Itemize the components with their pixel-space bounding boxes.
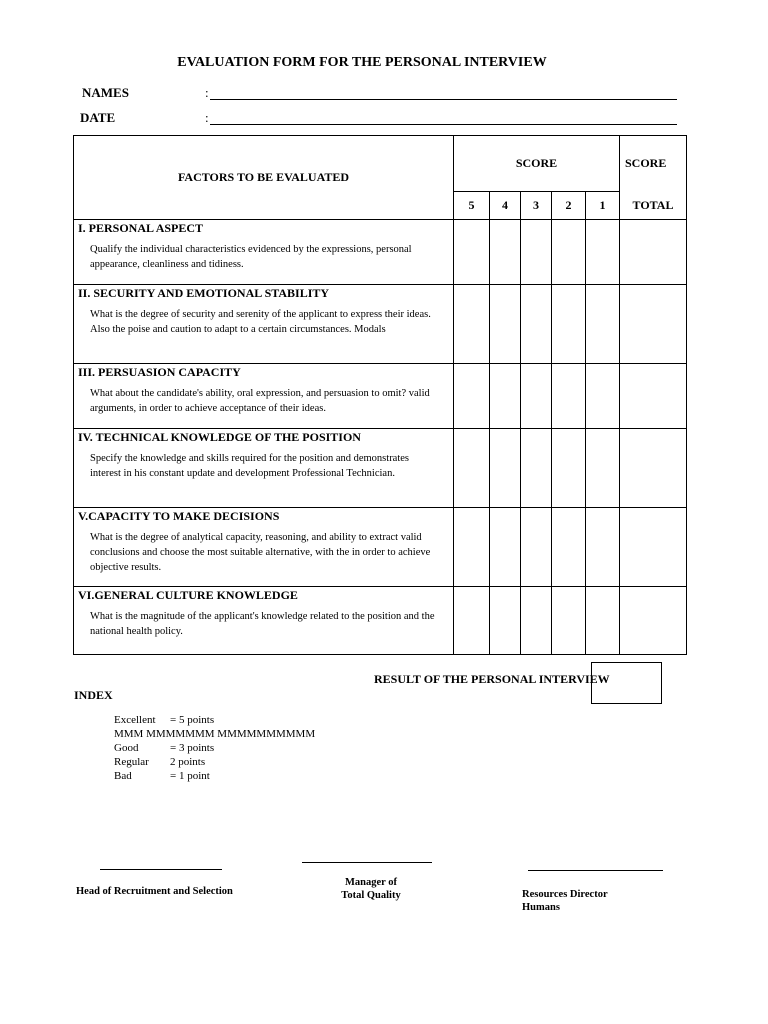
signature-label-quality: Manager of Total Quality [341, 877, 401, 901]
section-description: What is the degree of analytical capacity, reasoning, and ability to extract valid conclusions and choose the most suitable alternative, with the in order to achieve objective results. [90, 532, 431, 573]
score-cell-2[interactable] [552, 429, 586, 508]
score-col-1: 1 [586, 192, 620, 220]
score-cell-5[interactable] [454, 508, 490, 587]
section-title: V.CAPACITY TO MAKE DECISIONS [78, 509, 280, 523]
signature-label-hr: Resources Director Humans [522, 889, 608, 913]
list-item [92, 727, 315, 741]
score-cell-3[interactable] [521, 364, 552, 429]
score-total-header-top: SCORE [620, 136, 687, 192]
index-list [92, 713, 315, 783]
factors-header: FACTORS TO BE EVALUATED [74, 136, 454, 220]
score-cell-1[interactable] [586, 429, 620, 508]
index-item-name: Bad [114, 770, 132, 782]
score-cell-1[interactable] [586, 508, 620, 587]
index-item-name: Good [114, 742, 139, 754]
score-cell-3[interactable] [521, 587, 552, 655]
score-col-5: 5 [454, 192, 490, 220]
score-cell-5[interactable] [454, 364, 490, 429]
score-cell-2[interactable] [552, 220, 586, 285]
section-description: Specify the knowledge and skills required for the position and demonstrates interest in his constant update and development Professional Technician. [90, 453, 410, 479]
table-row [74, 220, 687, 285]
date-field-line[interactable] [210, 124, 677, 125]
names-colon: : [205, 85, 209, 100]
score-total-cell[interactable] [620, 220, 687, 285]
table-header-row [74, 136, 687, 192]
score-cell-3[interactable] [521, 220, 552, 285]
score-total-cell[interactable] [620, 429, 687, 508]
score-total-cell[interactable] [620, 587, 687, 655]
date-label: DATE [80, 110, 116, 125]
table-row [74, 364, 687, 429]
section-title: IV. TECHNICAL KNOWLEDGE OF THE POSITION [78, 430, 361, 444]
section-title: VI.GENERAL CULTURE KNOWLEDGE [78, 588, 298, 602]
index-item-name: MMM MMMMMMM MMMMMMMMMM [114, 728, 316, 740]
signature-line-quality[interactable] [302, 862, 432, 863]
score-cell-3[interactable] [521, 508, 552, 587]
list-item [92, 769, 315, 783]
form-title: EVALUATION FORM FOR THE PERSONAL INTERVIEW [177, 55, 547, 70]
section-cell [74, 587, 454, 655]
list-item [92, 741, 315, 755]
score-cell-2[interactable] [552, 285, 586, 364]
section-cell [74, 285, 454, 364]
table-row [74, 429, 687, 508]
list-item [92, 755, 315, 769]
score-cell-2[interactable] [552, 508, 586, 587]
score-cell-3[interactable] [521, 429, 552, 508]
score-cell-4[interactable] [490, 587, 521, 655]
score-total-cell[interactable] [620, 508, 687, 587]
section-cell [74, 220, 454, 285]
score-total-cell[interactable] [620, 364, 687, 429]
section-description: What is the degree of security and serenity of the applicant to express their ideas. Also the poise and caution to adapt to a certain circumstances. Modals [90, 309, 431, 335]
score-total-header-bottom: TOTAL [620, 192, 687, 220]
index-item-value: = 3 points [170, 742, 215, 754]
section-title: III. PERSUASION CAPACITY [78, 365, 241, 379]
score-cell-4[interactable] [490, 220, 521, 285]
section-description: What is the magnitude of the applicant's knowledge related to the position and the national health policy. [90, 611, 435, 637]
signature-line-recruitment[interactable] [100, 869, 222, 870]
score-cell-5[interactable] [454, 220, 490, 285]
section-cell [74, 508, 454, 587]
index-title: INDEX [74, 688, 113, 702]
index-item-value: = 1 point [170, 770, 210, 782]
score-cell-3[interactable] [521, 285, 552, 364]
score-total-cell[interactable] [620, 285, 687, 364]
score-col-2: 2 [552, 192, 586, 220]
result-label: RESULT OF THE PERSONAL INTERVIEW [374, 672, 610, 686]
score-header: SCORE [454, 136, 620, 192]
score-cell-1[interactable] [586, 364, 620, 429]
section-cell [74, 364, 454, 429]
score-cell-5[interactable] [454, 285, 490, 364]
list-item [92, 713, 315, 727]
table-row [74, 285, 687, 364]
section-description: What about the candidate's ability, oral expression, and persuasion to omit? valid arguments, in order to achieve acceptance of their ideas. [90, 388, 430, 414]
signature-line-hr[interactable] [528, 870, 663, 871]
score-cell-5[interactable] [454, 429, 490, 508]
section-title: II. SECURITY AND EMOTIONAL STABILITY [78, 286, 330, 300]
index-item-name: Excellent [114, 714, 156, 726]
score-cell-1[interactable] [586, 220, 620, 285]
score-cell-4[interactable] [490, 285, 521, 364]
table-row [74, 508, 687, 587]
section-cell [74, 429, 454, 508]
score-cell-4[interactable] [490, 364, 521, 429]
table-row [74, 587, 687, 655]
names-field-line[interactable] [210, 99, 677, 100]
score-cell-4[interactable] [490, 429, 521, 508]
score-cell-2[interactable] [552, 587, 586, 655]
date-colon: : [205, 110, 209, 125]
names-label: NAMES [82, 85, 129, 100]
index-item-name: Regular [114, 756, 149, 768]
score-cell-1[interactable] [586, 285, 620, 364]
index-item-value: = 5 points [170, 714, 215, 726]
score-cell-4[interactable] [490, 508, 521, 587]
signature-label-recruitment: Head of Recruitment and Selection [76, 886, 233, 897]
score-cell-1[interactable] [586, 587, 620, 655]
score-cell-5[interactable] [454, 587, 490, 655]
section-description: Qualify the individual characteristics evidenced by the expressions, personal appearance, cleanliness and tidiness. [90, 244, 412, 270]
score-col-3: 3 [521, 192, 552, 220]
evaluation-table [73, 135, 687, 655]
score-cell-2[interactable] [552, 364, 586, 429]
score-col-4: 4 [490, 192, 521, 220]
result-box[interactable] [591, 662, 662, 704]
section-title: I. PERSONAL ASPECT [78, 221, 204, 235]
index-item-value: 2 points [170, 756, 206, 768]
